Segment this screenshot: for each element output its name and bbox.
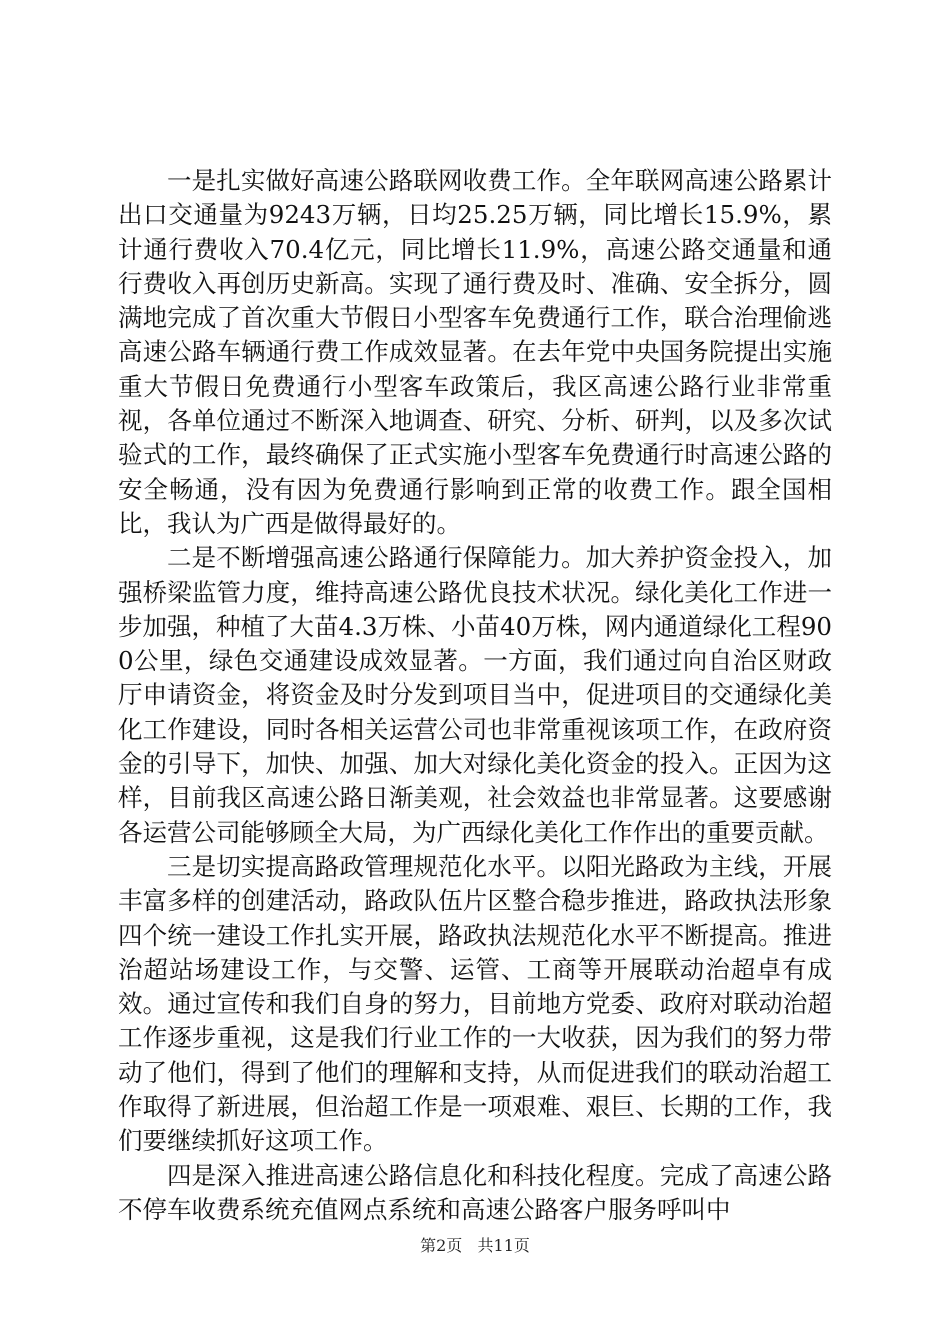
page-footer (0, 1236, 950, 1256)
paragraph-3: 三是切实提高路政管理规范化水平。以阳光路政为主线，开展丰富多样的创建活动，路政队伍片区整合稳步推进，路政执法形象四个统一建设工作扎实开展，路政执法规范化水平不断提高。推进治超站场建设工作，与交警、运管、工商等开展联动治超卓有成效。通过宣传和我们自身的努力，目前地方党委、政府对联动治超工作逐步重视，这是我们行业工作的一大收获，因为我们的努力带动了他们，得到了他们的理解和支持，从而促进我们的联动治超工作取得了新进展，但治超工作是一项艰难、艰巨、长期的工作，我们要继续抓好这项工作。 (118, 851, 832, 1156)
document-body (118, 164, 832, 1227)
page-total: 共11页 (477, 1236, 530, 1255)
footer-gap (467, 1236, 472, 1255)
paragraph-1: 一是扎实做好高速公路联网收费工作。全年联网高速公路累计出口交通量为9243万辆，日均25.25万辆，同比增长15.9%，累计通行费收入70.4亿元，同比增长11.9%，高速公路交通量和通行费收入再创历史新高。实现了通行费及时、准确、安全拆分，圆满地完成了首次重大节假日小型客车免费通行工作，联合治理偷逃高速公路车辆通行费工作成效显著。在去年党中央国务院提出实施重大节假日免费通行小型客车政策后，我区高速公路行业非常重视，各单位通过不断深入地调查、研究、分析、研判，以及多次试验式的工作，最终确保了正式实施小型客车免费通行时高速公路的安全畅通，没有因为免费通行影响到正常的收费工作。跟全国相比，我认为广西是做得最好的。 (118, 166, 832, 538)
paragraph-4: 四是深入推进高速公路信息化和科技化程度。完成了高速公路不停车收费系统充值网点系统和高速公路客户服务呼叫中 (118, 1160, 832, 1224)
page-number: 第2页 (420, 1236, 463, 1255)
paragraph-2: 二是不断增强高速公路通行保障能力。加大养护资金投入，加强桥梁监管力度，维持高速公路优良技术状况。绿化美化工作进一步加强，种植了大苗4.3万株、小苗40万株，网内通道绿化工程900公里，绿色交通建设成效显著。一方面，我们通过向自治区财政厅申请资金，将资金及时分发到项目当中，促进项目的交通绿化美化工作建设，同时各相关运营公司也非常重视该项工作，在政府资金的引导下，加快、加强、加大对绿化美化资金的投入。正因为这样，目前我区高速公路日渐美观，社会效益也非常显著。这要感谢各运营公司能够顾全大局，为广西绿化美化工作作出的重要贡献。 (118, 543, 832, 847)
